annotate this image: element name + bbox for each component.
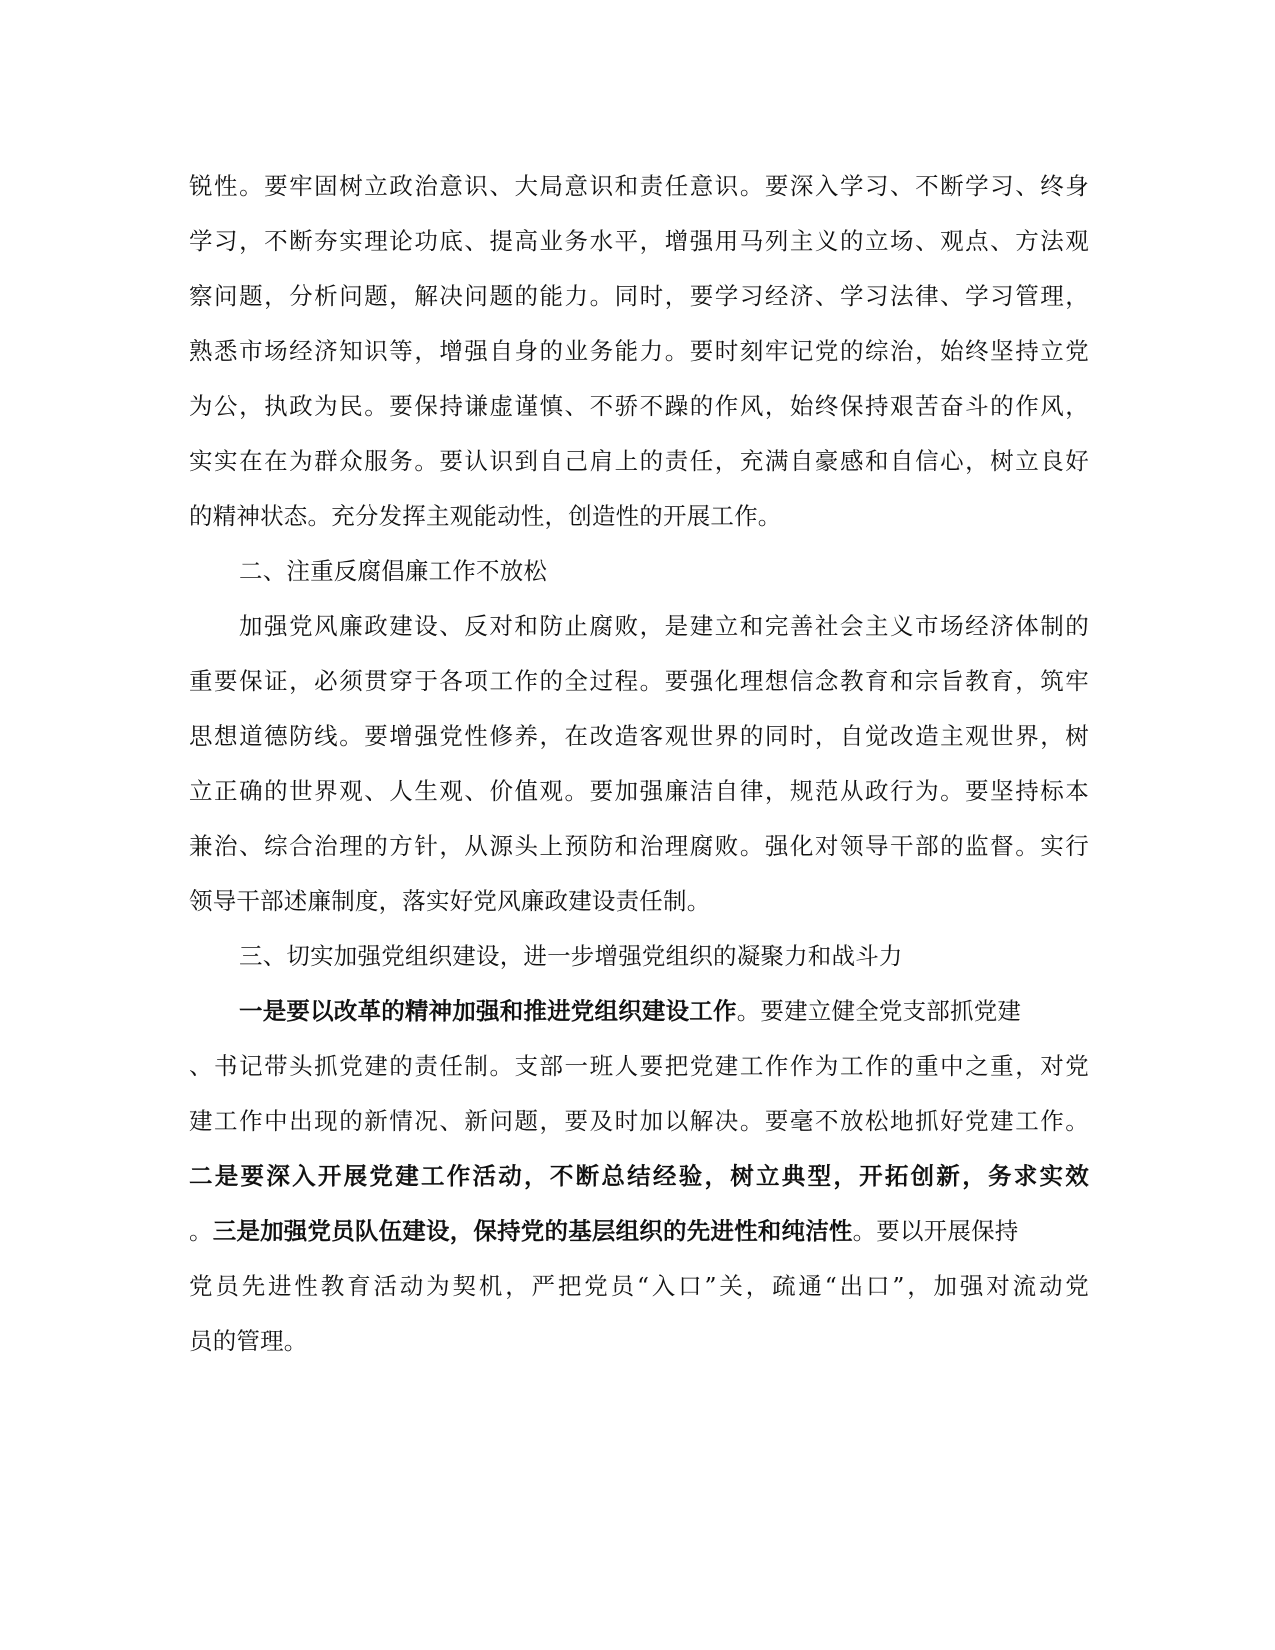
- paragraph-2-line: 重要保证，必须贯穿于各项工作的全过程。要强化理想信念教育和宗旨教育，筑牢: [189, 667, 1089, 695]
- emphasis-point-2: 二是要深入开展党建工作活动，不断总结经验，树立典型，开拓创新，务求实效: [189, 1162, 1089, 1190]
- paragraph-3-text: 。: [189, 1217, 213, 1245]
- paragraph-2-line: 思想道德防线。要增强党性修养，在改造客观世界的同时，自觉改造主观世界，树: [189, 722, 1089, 750]
- paragraph-3-line-7: 员的管理。: [189, 1327, 308, 1355]
- emphasis-point-1: 一是要以改革的精神加强和推进党组织建设工作: [239, 997, 737, 1025]
- paragraph-1-line: 锐性。要牢固树立政治意识、大局意识和责任意识。要深入学习、不断学习、终身: [189, 172, 1089, 200]
- paragraph-3-line-3: 建工作中出现的新情况、新问题，要及时加以解决。要毫不放松地抓好党建工作。: [189, 1107, 1089, 1135]
- paragraph-1-line: 为公，执政为民。要保持谦虚谨慎、不骄不躁的作风，始终保持艰苦奋斗的作风，: [189, 392, 1089, 420]
- paragraph-1-line: 熟悉市场经济知识等，增强自身的业务能力。要时刻牢记党的综治，始终坚持立党: [189, 337, 1089, 365]
- paragraph-3-text: 。要建立健全党支部抓党建: [736, 997, 1022, 1025]
- emphasis-point-3: 三是加强党员队伍建设，保持党的基层组织的先进性和纯洁性: [212, 1217, 853, 1245]
- paragraph-1-line: 察问题，分析问题，解决问题的能力。同时，要学习经济、学习法律、学习管理，: [189, 282, 1089, 310]
- section-heading-2: 二、注重反腐倡廉工作不放松: [239, 557, 548, 585]
- section-heading-3: 三、切实加强党组织建设，进一步增强党组织的凝聚力和战斗力: [239, 942, 903, 970]
- paragraph-3-text: 。要以开展保持: [852, 1217, 1019, 1245]
- paragraph-1-line: 的精神状态。充分发挥主观能动性，创造性的开展工作。: [189, 502, 782, 530]
- paragraph-2-line: 加强党风廉政建设、反对和防止腐败，是建立和完善社会主义市场经济体制的: [239, 612, 1089, 640]
- paragraph-3-line-2: 、书记带头抓党建的责任制。支部一班人要把党建工作作为工作的重中之重，对党: [189, 1052, 1089, 1080]
- paragraph-3-line-6: 党员先进性教育活动为契机，严把党员“入口”关，疏通“出口”，加强对流动党: [189, 1272, 1089, 1300]
- paragraph-3-line-1: [239, 991, 1089, 1031]
- paragraph-1-line: 实实在在为群众服务。要认识到自己肩上的责任，充满自豪感和自信心，树立良好: [189, 447, 1089, 475]
- paragraph-2-line: 立正确的世界观、人生观、价值观。要加强廉洁自律，规范从政行为。要坚持标本: [189, 777, 1089, 805]
- paragraph-2-line: 领导干部述廉制度，落实好党风廉政建设责任制。: [189, 887, 711, 915]
- paragraph-3-line-5: [189, 1211, 1089, 1251]
- paragraph-2-line: 兼治、综合治理的方针，从源头上预防和治理腐败。强化对领导干部的监督。实行: [189, 832, 1089, 860]
- paragraph-1-line: 学习，不断夯实理论功底、提高业务水平，增强用马列主义的立场、观点、方法观: [189, 227, 1089, 255]
